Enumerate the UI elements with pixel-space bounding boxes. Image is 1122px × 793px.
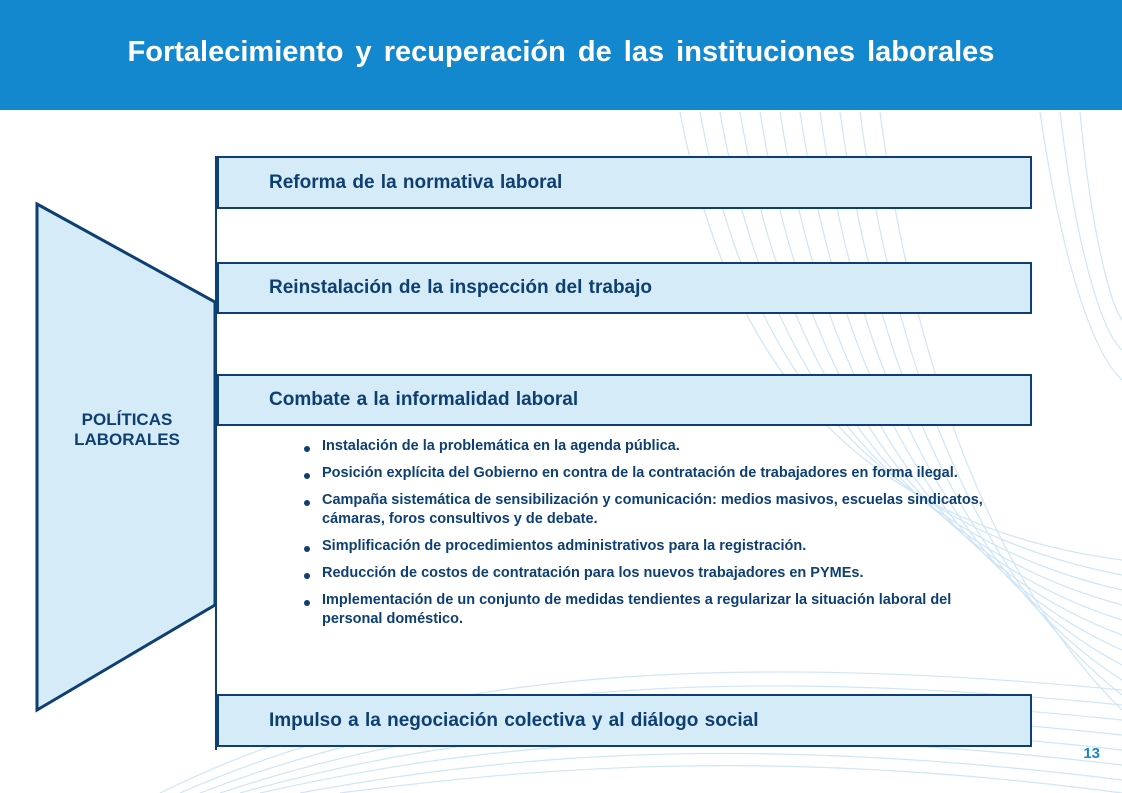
bullet-icon	[304, 446, 310, 452]
page-number: 13	[1083, 745, 1100, 762]
policy-inspeccion-trabajo	[217, 262, 1032, 314]
list-item: Posición explícita del Gobierno en contra de la contratación de trabajadores en forma ilegal.	[302, 464, 1012, 483]
policy-label: Reforma de la normativa laboral	[269, 171, 563, 193]
connector-line	[215, 156, 217, 750]
policy-label: Combate a la informalidad laboral	[269, 389, 579, 410]
policy-combate-informalidad	[217, 374, 1032, 426]
list-item: Simplificación de procedimientos administrativos para la registración.	[302, 537, 1012, 556]
policy-label: Impulso a la negociación colectiva y al diálogo social	[269, 709, 759, 731]
bullet-icon	[304, 500, 310, 506]
list-item: Campaña sistemática de sensibilización y comunicación: medios masivos, escuelas sindicatos, cámaras, foros consultivos y de debate.	[302, 491, 1012, 529]
page-title: Fortalecimiento y recuperación de las instituciones laborales	[127, 36, 995, 68]
politicas-laborales-label: POLÍTICAS LABORALES	[74, 410, 180, 449]
informalidad-measures-list	[302, 437, 1012, 637]
policy-reforma-normativa	[217, 156, 1032, 209]
list-item: Instalación de la problemática en la agenda pública.	[302, 437, 1012, 456]
list-item: Implementación de un conjunto de medidas tendientes a regularizar la situación laboral del personal doméstico.	[302, 591, 1012, 629]
policy-label: Reinstalación de la inspección del trabajo	[269, 277, 652, 298]
bullet-icon	[304, 473, 310, 479]
bullet-icon	[304, 600, 310, 606]
policy-negociacion-colectiva	[217, 694, 1032, 747]
bullet-icon	[304, 573, 310, 579]
bullet-icon	[304, 546, 310, 552]
list-item: Reducción de costos de contratación para los nuevos trabajadores en PYMEs.	[302, 564, 1012, 583]
